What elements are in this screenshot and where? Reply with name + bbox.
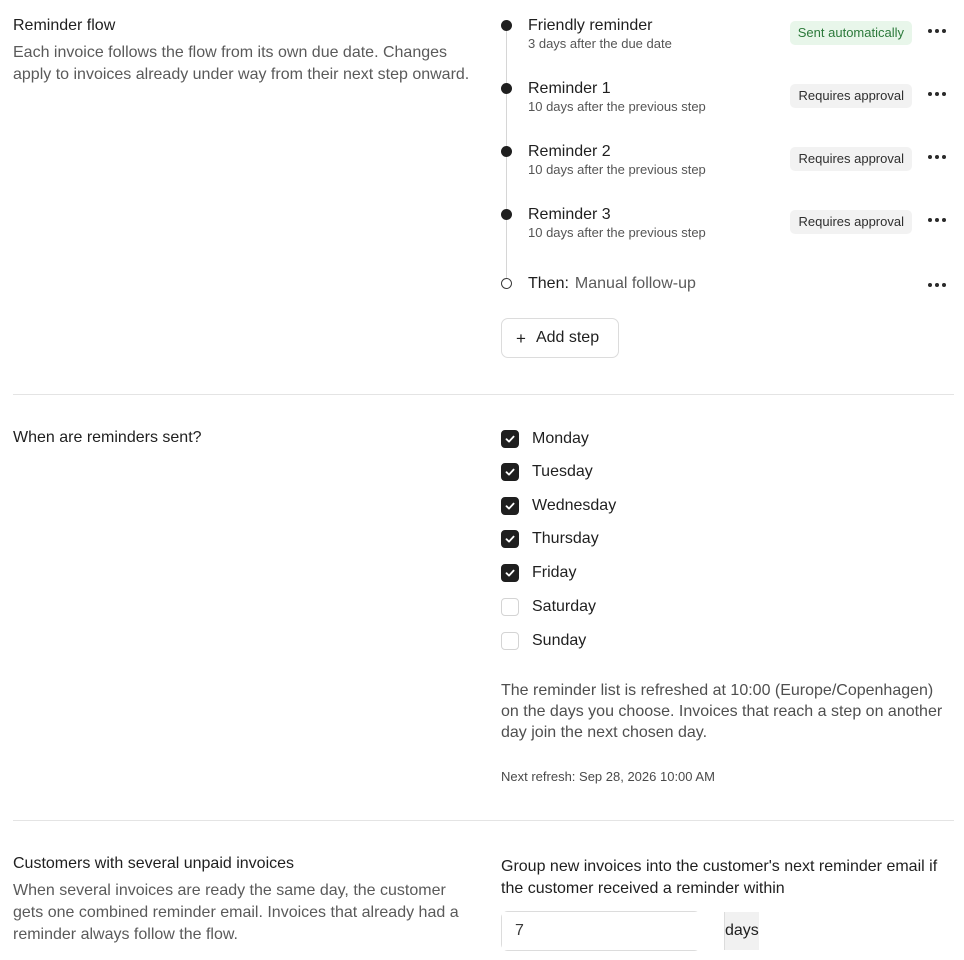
schedule-section	[13, 428, 954, 788]
day-checkbox-row[interactable]	[501, 630, 586, 652]
timeline-then-step	[501, 274, 954, 324]
step-subtitle: 10 days after the previous step	[528, 225, 706, 240]
timeline-dot	[501, 83, 512, 94]
days-unit-label: days	[724, 912, 759, 950]
timeline-step	[501, 79, 954, 129]
checkbox-friday[interactable]	[501, 564, 519, 582]
refresh-info: The reminder list is refreshed at 10:00 (Europe/Copenhagen) on the days you choose. Invoices that reach a step on another day join the next chosen day.	[501, 682, 943, 741]
timeline-step	[501, 205, 954, 255]
day-checkbox-row[interactable]	[501, 495, 616, 517]
checkbox-thursday[interactable]	[501, 530, 519, 548]
checkbox-saturday[interactable]	[501, 598, 519, 616]
day-checkbox-row[interactable]	[501, 528, 599, 550]
status-badge: Requires approval	[790, 210, 912, 234]
step-subtitle: 10 days after the previous step	[528, 162, 706, 177]
reminder-flow-section	[13, 16, 954, 362]
more-horizontal-icon[interactable]	[926, 209, 948, 231]
checkbox-monday[interactable]	[501, 430, 519, 448]
then-label: Then:	[528, 275, 569, 292]
checkbox-sunday[interactable]	[501, 632, 519, 650]
day-label: Saturday	[532, 598, 597, 615]
grouping-description: When several invoices are ready the same day, the customer gets one combined reminder email. Invoices that already had a reminder always follow the flow.	[13, 882, 459, 943]
timeline-step	[501, 142, 954, 192]
day-label: Wednesday	[532, 497, 617, 514]
more-horizontal-icon[interactable]	[926, 146, 948, 168]
schedule-title: When are reminders sent?	[13, 429, 202, 446]
plus-icon: +	[516, 328, 526, 348]
more-horizontal-icon[interactable]	[926, 83, 948, 105]
next-refresh-text: Next refresh: Sep 28, 2026 10:00 AM	[501, 769, 715, 784]
day-label: Tuesday	[532, 463, 593, 480]
timeline-dot	[501, 209, 512, 220]
timeline-dot	[501, 20, 512, 31]
step-title[interactable]: Reminder 3	[528, 206, 611, 223]
more-horizontal-icon[interactable]	[926, 20, 948, 42]
timeline-dot	[501, 146, 512, 157]
timeline-step	[501, 16, 954, 66]
add-step-label: Add step	[535, 329, 600, 346]
step-title[interactable]: Friendly reminder	[528, 17, 653, 34]
then-value: Manual follow-up	[574, 275, 696, 292]
status-badge: Requires approval	[790, 84, 912, 108]
then-row[interactable]	[528, 274, 696, 294]
more-horizontal-icon[interactable]	[926, 274, 948, 296]
add-step-button[interactable]	[501, 318, 619, 358]
day-label: Monday	[532, 430, 589, 447]
section-divider	[13, 394, 954, 395]
step-subtitle: 3 days after the due date	[528, 36, 672, 51]
reminder-flow-description: Each invoice follows the flow from its own due date. Changes apply to invoices already under way from their next step onward.	[13, 44, 470, 83]
day-checkbox-row[interactable]	[501, 428, 589, 450]
day-label: Friday	[532, 564, 577, 581]
grouping-question: Group new invoices into the customer's next reminder email if the customer received a reminder within	[501, 858, 938, 897]
days-value-input[interactable]	[502, 912, 724, 950]
day-checkbox-row[interactable]	[501, 562, 576, 584]
reminder-flow-title: Reminder flow	[13, 17, 116, 34]
status-badge: Requires approval	[790, 147, 912, 171]
step-title[interactable]: Reminder 1	[528, 80, 611, 97]
days-input-group	[501, 911, 759, 951]
status-badge: Sent automatically	[790, 21, 912, 45]
step-subtitle: 10 days after the previous step	[528, 99, 706, 114]
checkbox-wednesday[interactable]	[501, 497, 519, 515]
timeline-end-dot	[501, 278, 512, 289]
grouping-title: Customers with several unpaid invoices	[13, 855, 295, 872]
day-label: Sunday	[532, 632, 587, 649]
day-label: Thursday	[532, 530, 599, 547]
day-checkbox-row[interactable]	[501, 596, 596, 618]
checkbox-tuesday[interactable]	[501, 463, 519, 481]
step-title[interactable]: Reminder 2	[528, 143, 611, 160]
grouping-section	[13, 854, 954, 958]
day-checkbox-row[interactable]	[501, 461, 593, 483]
section-divider	[13, 820, 954, 821]
